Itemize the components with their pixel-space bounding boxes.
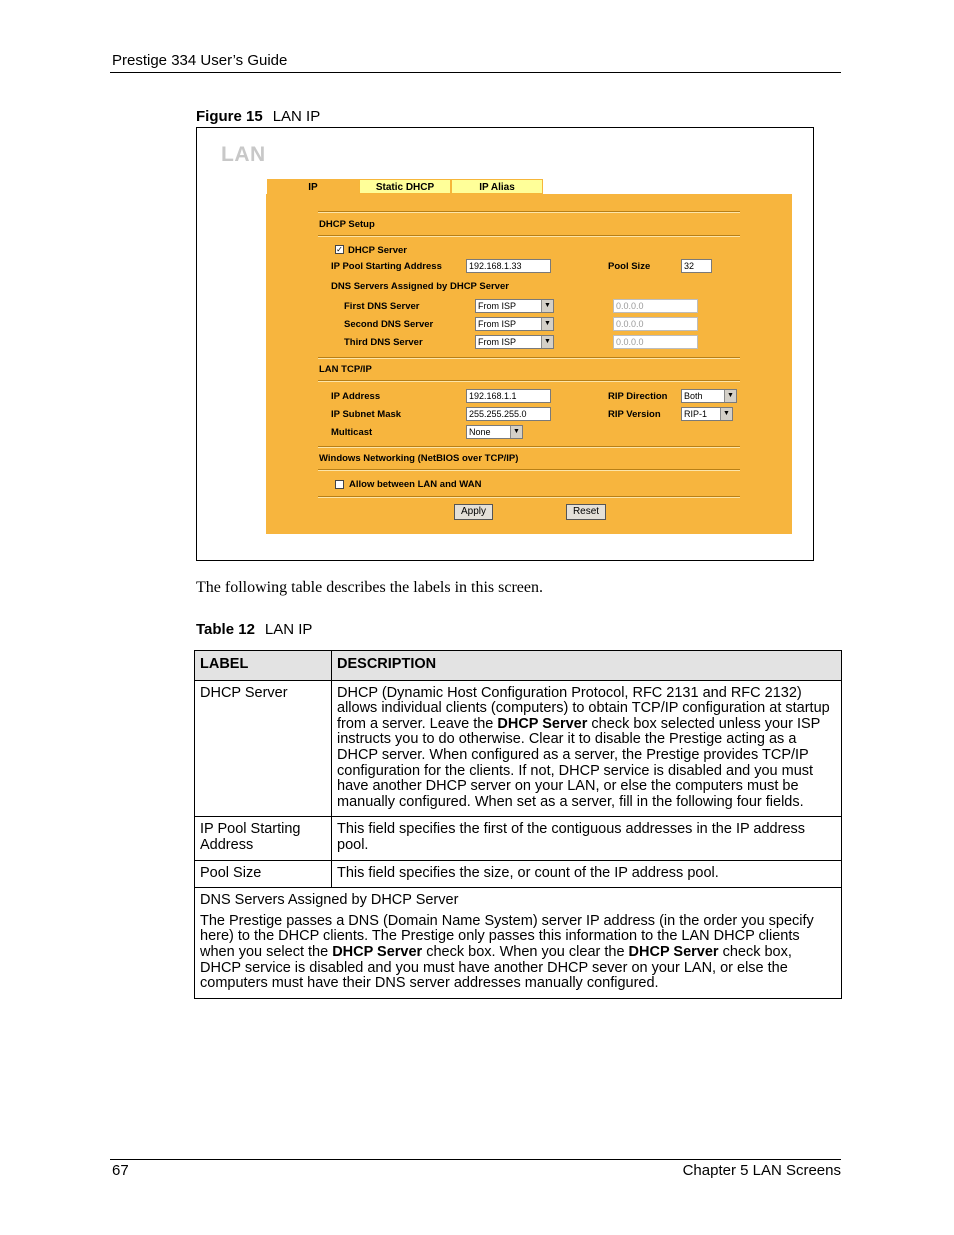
subnet-mask-input[interactable]: 255.255.255.0 xyxy=(466,407,551,421)
allow-lan-wan-checkbox[interactable] xyxy=(335,480,344,489)
desc-text: check box selected unless your ISP instructs you to do otherwise. Clear it to disable the Prestige acting as a DHCP server. When configured as a server, the Prestige provides TCP/IP configuration for the clients. If not, DHCP service is disabled and you must have another DHCP server on your LAN, or else the computers must be manually configured. When set as a server, fill in the following four fields. xyxy=(337,715,821,810)
desc-bold: DHCP Server xyxy=(497,715,588,732)
table-span-row xyxy=(195,888,842,999)
apply-button[interactable]: Apply xyxy=(454,504,493,520)
pool-size-input[interactable]: 32 xyxy=(681,259,712,273)
first-dns-select-value: From ISP xyxy=(478,301,517,311)
ip-pool-start-label: IP Pool Starting Address xyxy=(331,261,442,272)
reset-button[interactable]: Reset xyxy=(566,504,606,520)
span-cell xyxy=(195,888,842,999)
span-text: The Prestige passes a DNS (Domain Name System) server IP address (in the order you specify here) to the DHCP clients. The Prestige only passes this information to the LAN DHCP clients when you select the xyxy=(200,912,814,960)
second-dns-select-value: From ISP xyxy=(478,319,517,329)
separator xyxy=(318,357,740,359)
third-dns-label: Third DNS Server xyxy=(344,337,423,348)
span-title: DNS Servers Assigned by DHCP Server xyxy=(200,892,459,909)
span-bold: DHCP Server xyxy=(628,943,719,960)
tab-ip-alias[interactable]: IP Alias xyxy=(451,179,543,194)
dhcp-setup-heading: DHCP Setup xyxy=(319,219,375,230)
rip-direction-select[interactable] xyxy=(681,389,737,403)
third-dns-ip-input[interactable]: 0.0.0.0 xyxy=(613,335,698,349)
row-description: This field specifies the size, or count of the IP address pool. xyxy=(332,860,842,888)
table-row xyxy=(195,680,842,817)
second-dns-ip-input[interactable]: 0.0.0.0 xyxy=(613,317,698,331)
lan-screen-title: LAN xyxy=(221,143,266,166)
first-dns-ip-input[interactable]: 0.0.0.0 xyxy=(613,299,698,313)
ip-address-input[interactable]: 192.168.1.1 xyxy=(466,389,551,403)
first-dns-label: First DNS Server xyxy=(344,301,420,312)
tab-static-dhcp[interactable]: Static DHCP xyxy=(359,179,451,194)
chevron-down-icon: ▼ xyxy=(720,408,732,420)
netbios-heading: Windows Networking (NetBIOS over TCP/IP) xyxy=(319,453,519,464)
table-title: LAN IP xyxy=(264,621,313,638)
lan-form-panel xyxy=(266,194,792,534)
row-description: This field specifies the first of the contiguous addresses in the IP address pool. xyxy=(332,817,842,860)
running-header: Prestige 334 User’s Guide xyxy=(112,52,288,69)
dhcp-server-checkbox[interactable]: ✓ xyxy=(336,245,343,254)
rip-version-label: RIP Version xyxy=(608,409,661,420)
third-dns-select-value: From ISP xyxy=(478,337,517,347)
chevron-down-icon: ▼ xyxy=(724,390,736,402)
rip-direction-label: RIP Direction xyxy=(608,391,668,402)
figure-label: Figure 15 xyxy=(196,108,263,125)
separator xyxy=(318,235,740,237)
chevron-down-icon: ▼ xyxy=(510,426,522,438)
lan-ip-table xyxy=(194,650,842,999)
span-bold: DHCP Server xyxy=(332,943,423,960)
table-label: Table 12 xyxy=(196,621,255,638)
row-label: DHCP Server xyxy=(195,680,332,817)
row-label: IP Pool Starting Address xyxy=(195,817,332,860)
header-description: DESCRIPTION xyxy=(332,651,842,681)
header-label: LABEL xyxy=(195,651,332,681)
separator xyxy=(318,211,740,213)
ip-address-label: IP Address xyxy=(331,391,381,402)
pool-size-label: Pool Size xyxy=(608,261,651,272)
dhcp-server-label: DHCP Server xyxy=(348,245,407,256)
table-caption xyxy=(196,621,312,638)
table-row xyxy=(195,817,842,860)
ip-pool-start-input[interactable]: 192.168.1.33 xyxy=(466,259,551,273)
row-label: Pool Size xyxy=(195,860,332,888)
multicast-label: Multicast xyxy=(331,427,373,438)
third-dns-select[interactable] xyxy=(475,335,554,349)
figure-title: LAN IP xyxy=(272,108,321,125)
rip-direction-select-value: Both xyxy=(684,391,703,401)
chapter-title: Chapter 5 LAN Screens xyxy=(682,1162,841,1179)
second-dns-label: Second DNS Server xyxy=(344,319,434,330)
second-dns-select[interactable] xyxy=(475,317,554,331)
dns-servers-heading: DNS Servers Assigned by DHCP Server xyxy=(331,281,509,292)
table-header-row xyxy=(195,651,842,681)
tab-ip[interactable]: IP xyxy=(267,179,359,194)
chevron-down-icon: ▼ xyxy=(541,300,553,312)
chevron-down-icon: ▼ xyxy=(541,336,553,348)
desc-text: DHCP (Dynamic Host Configuration Protocol, RFC 2131 and RFC 2132) allows individual clients (computers) to obtain TCP/IP configuration at startup from a server. Leave the xyxy=(337,684,830,732)
span-paragraph xyxy=(200,914,836,992)
footer-rule xyxy=(110,1159,841,1160)
separator xyxy=(318,469,740,471)
span-text: check box. When you clear the xyxy=(422,943,629,960)
rip-version-select-value: RIP-1 xyxy=(684,409,708,419)
page-number: 67 xyxy=(112,1162,129,1179)
table-row xyxy=(195,860,842,888)
separator xyxy=(318,380,740,382)
allow-lan-wan-label: Allow between LAN and WAN xyxy=(349,479,482,490)
separator xyxy=(318,446,740,448)
span-text: check box, DHCP service is disabled and you must have another DHCP sever on your LAN, or else the computers must have their DNS server addresses manually configured. xyxy=(200,943,792,992)
lan-tcpip-heading: LAN TCP/IP xyxy=(319,364,372,375)
first-dns-select[interactable] xyxy=(475,299,554,313)
separator xyxy=(318,496,740,498)
figure-caption xyxy=(196,108,320,125)
row-description xyxy=(332,680,842,817)
chevron-down-icon: ▼ xyxy=(541,318,553,330)
rip-version-select[interactable] xyxy=(681,407,733,421)
multicast-select[interactable] xyxy=(466,425,523,439)
subnet-mask-label: IP Subnet Mask xyxy=(331,409,402,420)
multicast-select-value: None xyxy=(469,427,491,437)
intro-paragraph: The following table describes the labels in this screen. xyxy=(196,579,544,596)
header-rule xyxy=(110,72,841,73)
